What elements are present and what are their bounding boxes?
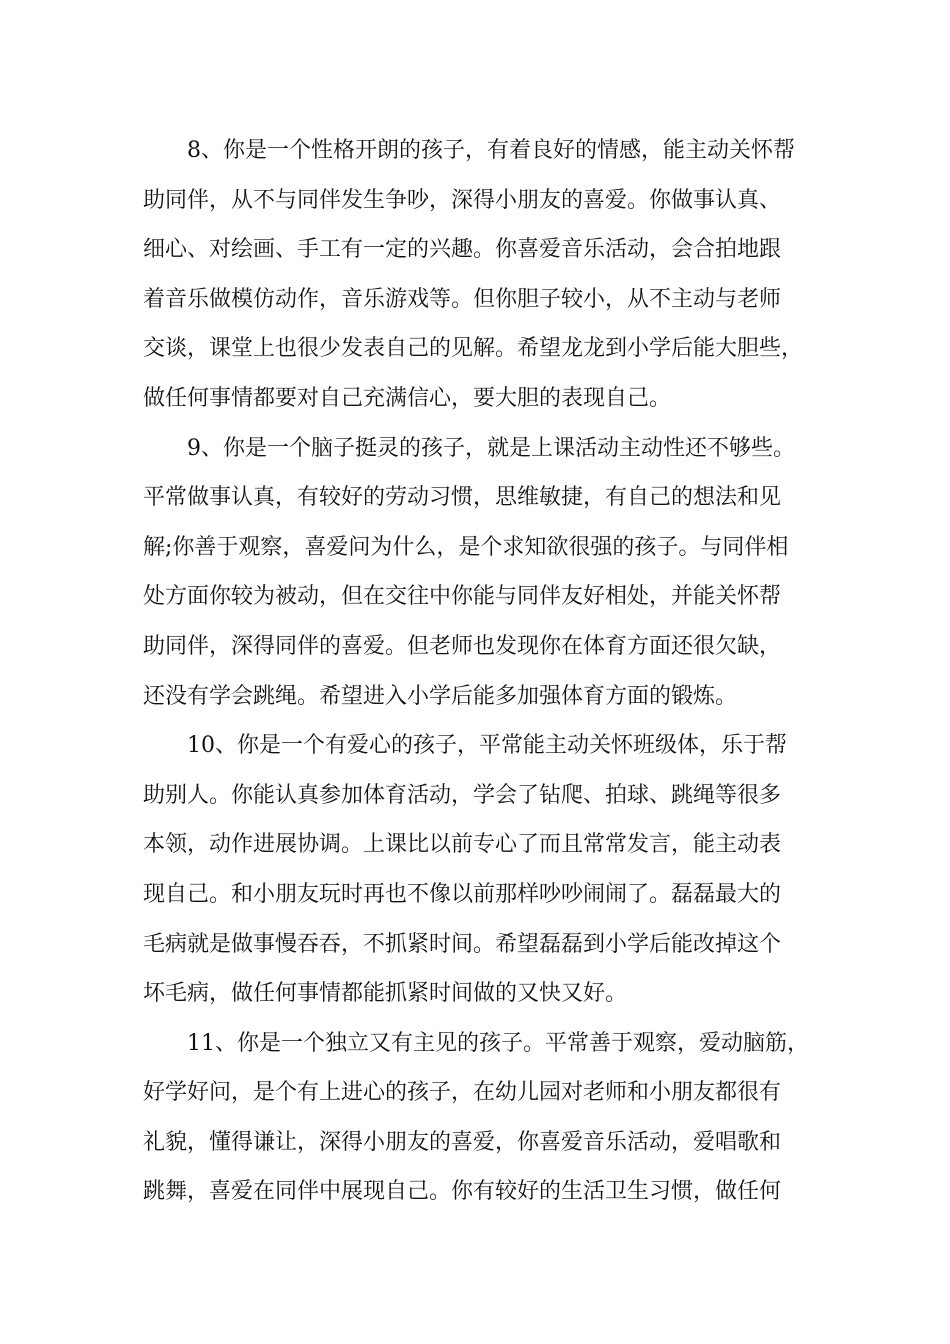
paragraph-11: 11、你是一个独立又有主见的孩子。平常善于观察，爱动脑筋， 好学好问，是个有上进心的孩子，在幼儿园对老师和小朋友都很有 礼貌，懂得谦让，深得小朋友的喜爱，你喜爱音乐活动，爱唱歌和 跳舞，喜爱在同伴中展现自己。你有较好的生活卫生习惯，做任何 bbox=[143, 1030, 809, 1205]
document-body bbox=[143, 126, 833, 1217]
paragraph-8: 8、你是一个性格开朗的孩子，有着良好的情感，能主动关怀帮 助同伴，从不与同伴发生争吵，深得小朋友的喜爱。你做事认真、 细心、对绘画、手工有一定的兴趣。你喜爱音乐活动，会合拍地跟 着音乐做模仿动作，音乐游戏等。但你胆子较小，从不主动与老师 交谈，课堂上也很少发表自己的见解。希望龙龙到小学后能大胆些， 做任何事情都要对自己充满信心，要大胆的表现自己。 bbox=[143, 138, 804, 411]
paragraph-9: 9、你是一个脑子挺灵的孩子，就是上课活动主动性还不够些。 平常做事认真，有较好的劳动习惯，思维敏捷，有自己的想法和见 解;你善于观察，喜爱问为什么，是个求知欲很强的孩子。与同伴相 处方面你较为被动，但在交往中你能与同伴友好相处，并能关怀帮 助同伴，深得同伴的喜爱。但老师也发现你在体育方面还很欠缺， 还没有学会跳绳。希望进入小学后能多加强体育方面的锻炼。 bbox=[143, 435, 795, 709]
paragraph-10: 10、你是一个有爱心的孩子，平常能主动关怀班级体，乐于帮 助别人。你能认真参加体育活动，学会了钻爬、拍球、跳绳等很多 本领，动作进展协调。上课比以前专心了而且常常发言，能主动表 现自己。和小朋友玩时再也不像以前那样吵吵闹闹了。磊磊最大的 毛病就是做事慢吞吞，不抓紧时间。希望磊磊到小学后能改掉这个 坏毛病，做任何事情都能抓紧时间做的又快又好。 bbox=[143, 733, 787, 1007]
